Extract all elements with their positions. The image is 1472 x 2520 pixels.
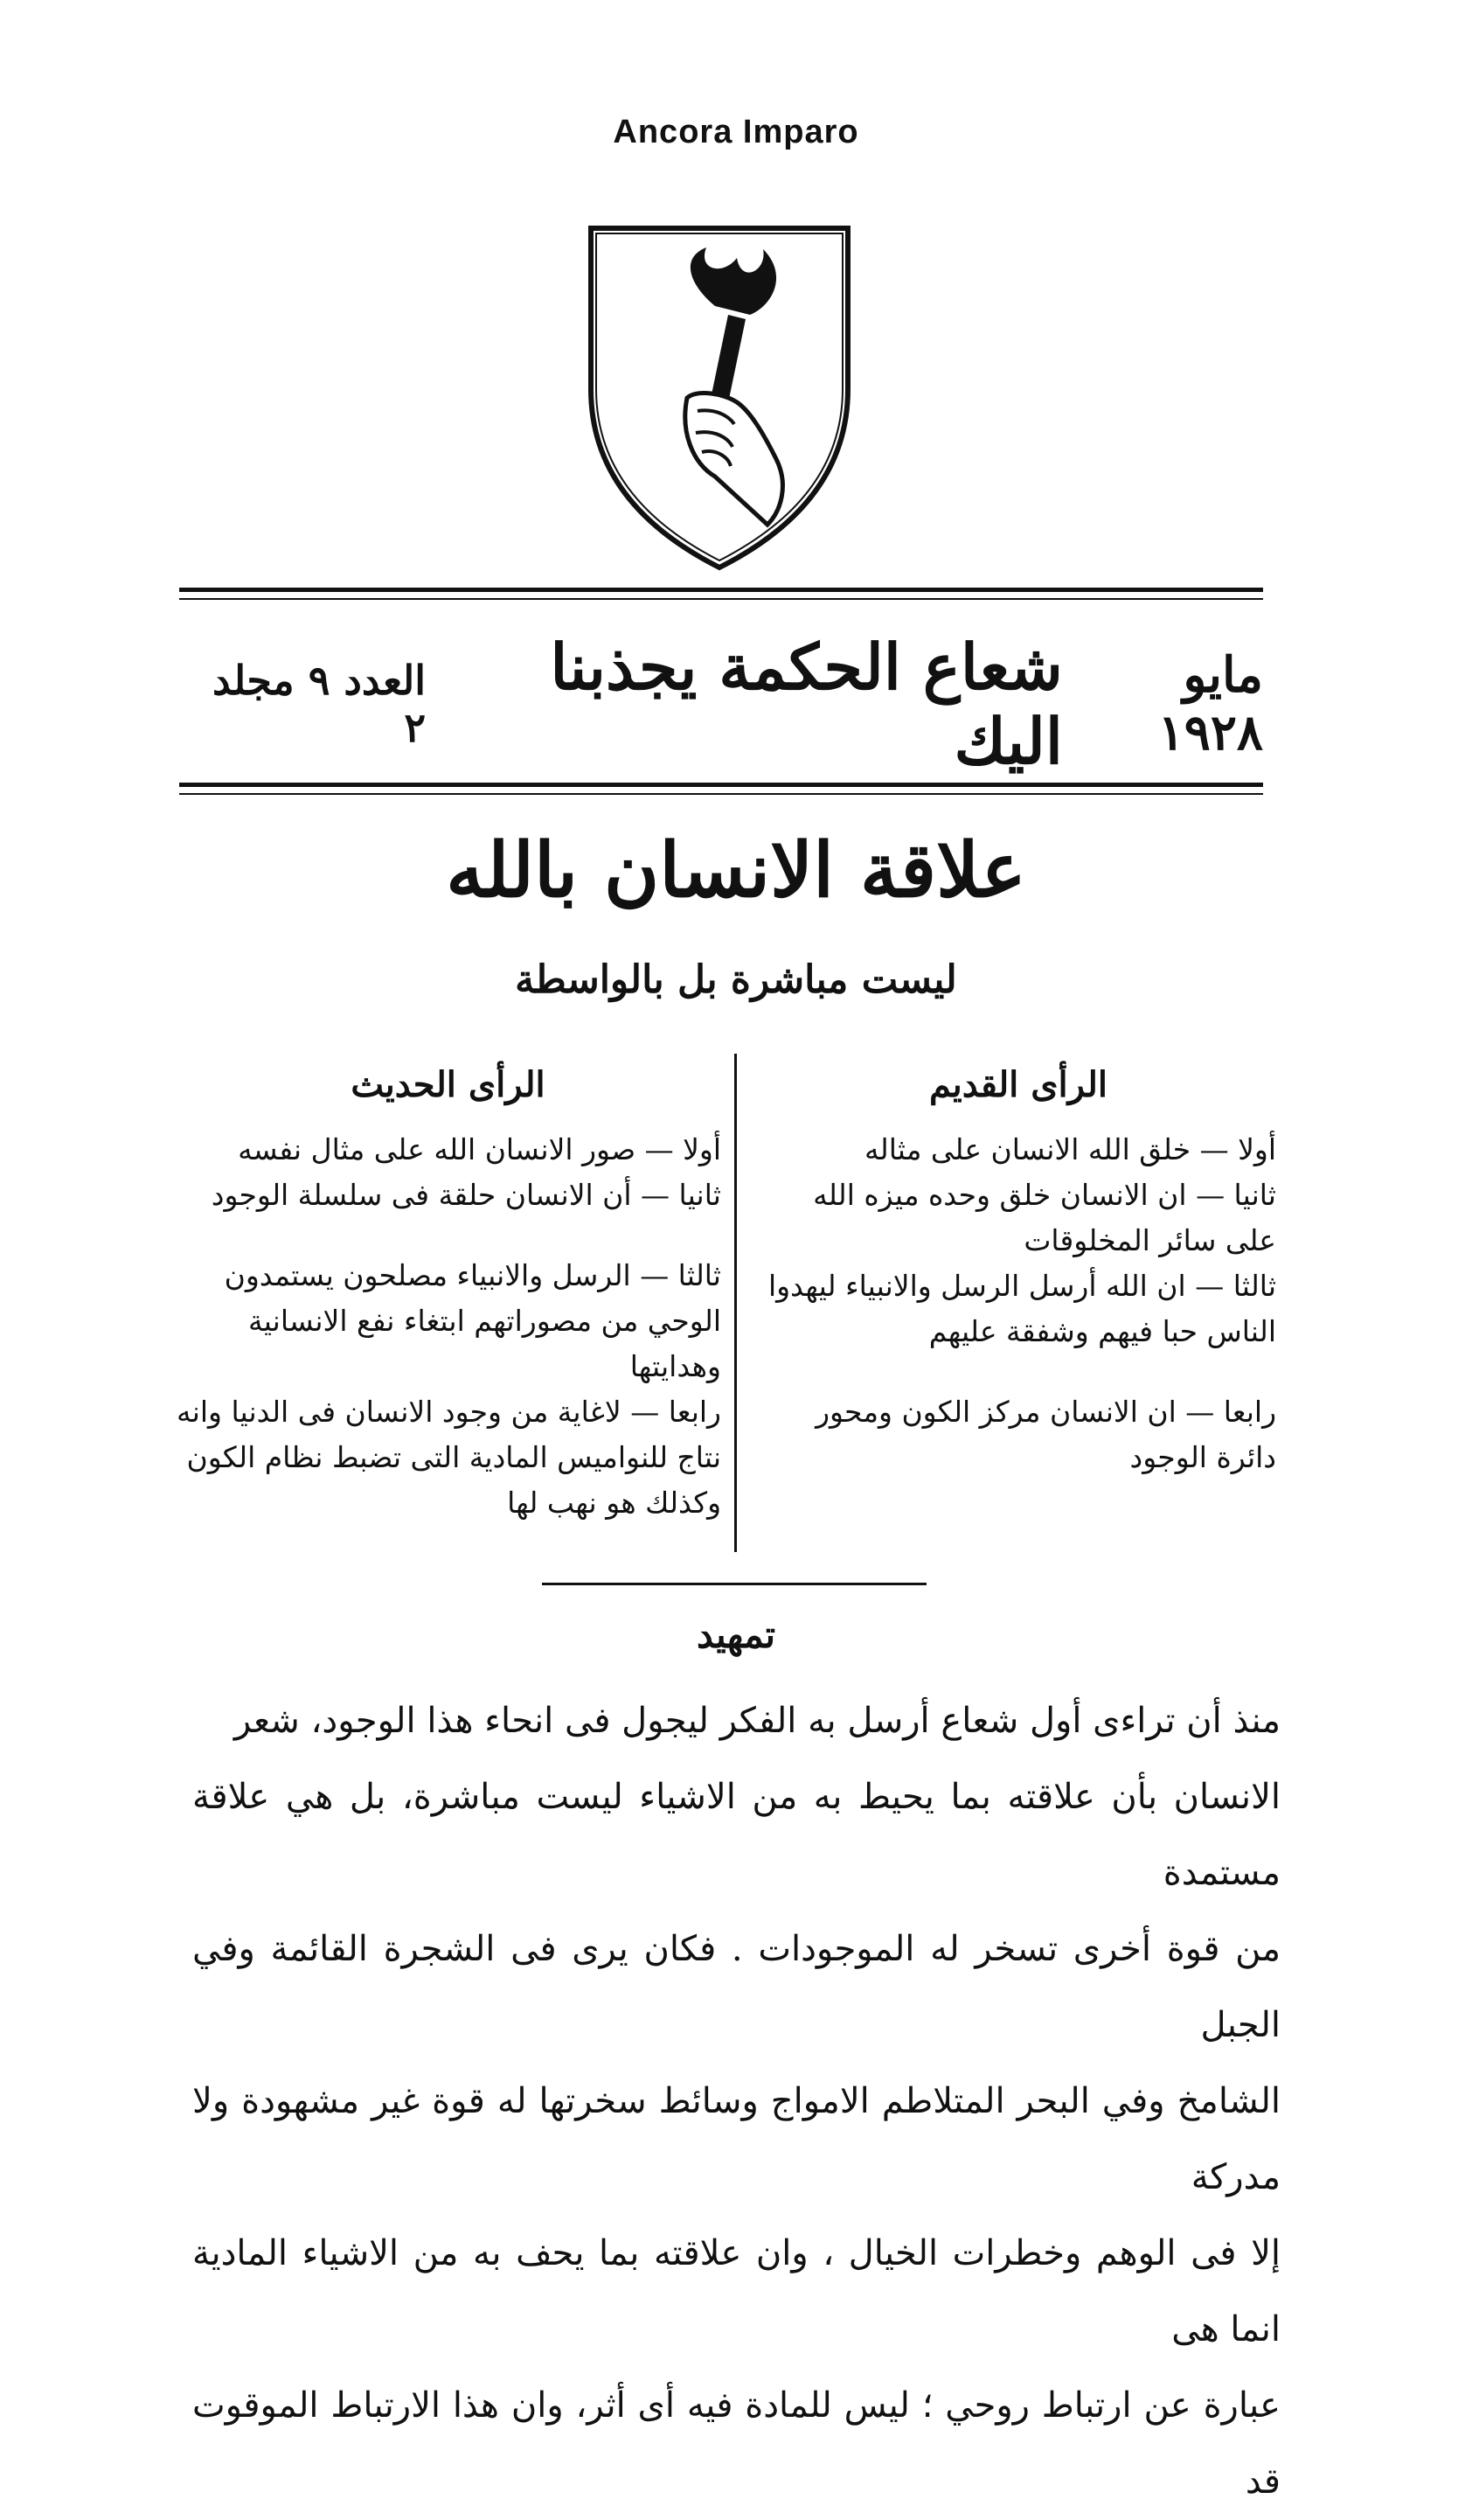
old-view-column	[760, 1062, 1276, 1480]
masthead-bottom-rule	[179, 783, 1263, 787]
old-view-item: أولا — خلق الله الانسان على مثاله	[864, 1132, 1276, 1166]
old-view-item: رابعا — ان الانسان مركز الكون ومحور دائرة الوجود	[816, 1395, 1276, 1474]
old-view-item: ثالثا — ان الله أرسل الرسل والانبياء ليهدوا الناس حبا فيهم وشفقة عليهم	[767, 1269, 1276, 1348]
masthead-bottom-rule-thin	[179, 793, 1263, 795]
masthead-top-rule-thin	[179, 598, 1263, 600]
new-view-item: ثالثا — الرسل والانبياء مصلحون يستمدون الوحي من مصوراتهم ابتغاء نفع الانسانية وهدايتها	[224, 1258, 721, 1383]
preface-line: الانسان بأن علاقته بما يحيط به من الاشياء ليست مباشرة، بل هي علاقة مستمدة	[192, 1777, 1281, 1893]
shield-torch-hand-icon	[584, 223, 855, 573]
new-view-item: ثانيا — أن الانسان حلقة فى سلسلة الوجود	[211, 1178, 721, 1212]
preface-line: منذ أن تراءى أول شعاع أرسل به الفكر ليجول فى انحاء هذا الوجود، شعر	[233, 1701, 1281, 1741]
article-subtitle: ليست مباشرة بل بالواسطة	[515, 957, 957, 1002]
new-view-heading: الرأى الحديث	[351, 1064, 545, 1105]
preface-line: الشامخ وفي البحر المتلاطم الامواج وسائط سخرتها له قوة غير مشهودة ولا مدركة	[192, 2081, 1281, 2197]
masthead	[179, 630, 1263, 778]
new-view-item: أولا — صور الانسان الله على مثال نفسه	[238, 1132, 721, 1166]
preface-line: عبارة عن ارتباط روحي ؛ ليس للمادة فيه أى أثر، وان هذا الارتباط الموقوت قد	[192, 2385, 1281, 2502]
new-view-column	[175, 1062, 721, 1526]
old-view-heading: الرأى القديم	[928, 1064, 1107, 1105]
preface-heading: تمهيد	[696, 1613, 776, 1656]
issue-number: العدد ٩ مجلد ٢	[212, 657, 427, 751]
article-title: علاقة الانسان بالله	[446, 826, 1026, 915]
preface-line: إلا فى الوهم وخطرات الخيال ، وان علاقته بما يحف به من الاشياء المادية انما هى	[192, 2233, 1281, 2349]
preface-body	[192, 1683, 1281, 2520]
old-view-item: ثانيا — ان الانسان خلق وحده ميزه الله على سائر المخلوقات	[813, 1178, 1276, 1257]
section-divider	[542, 1583, 927, 1585]
motto: Ancora Imparo	[613, 114, 859, 150]
new-view-item: رابعا — لاغاية من وجود الانسان فى الدنيا وانه نتاج للنواميس المادية التى تضبط نظام الكون وكذلك هو نهب لها	[177, 1395, 721, 1520]
publication-name: شعاع الحكمة يجذبنا اليك	[550, 630, 1063, 778]
column-divider	[734, 1054, 737, 1552]
preface-line: من قوة أخرى تسخر له الموجودات . فكان يرى فى الشجرة القائمة وفي الجبل	[192, 1929, 1281, 2045]
masthead-top-rule	[179, 588, 1263, 592]
issue-date: مايو ١٩٢٨	[1157, 646, 1263, 762]
